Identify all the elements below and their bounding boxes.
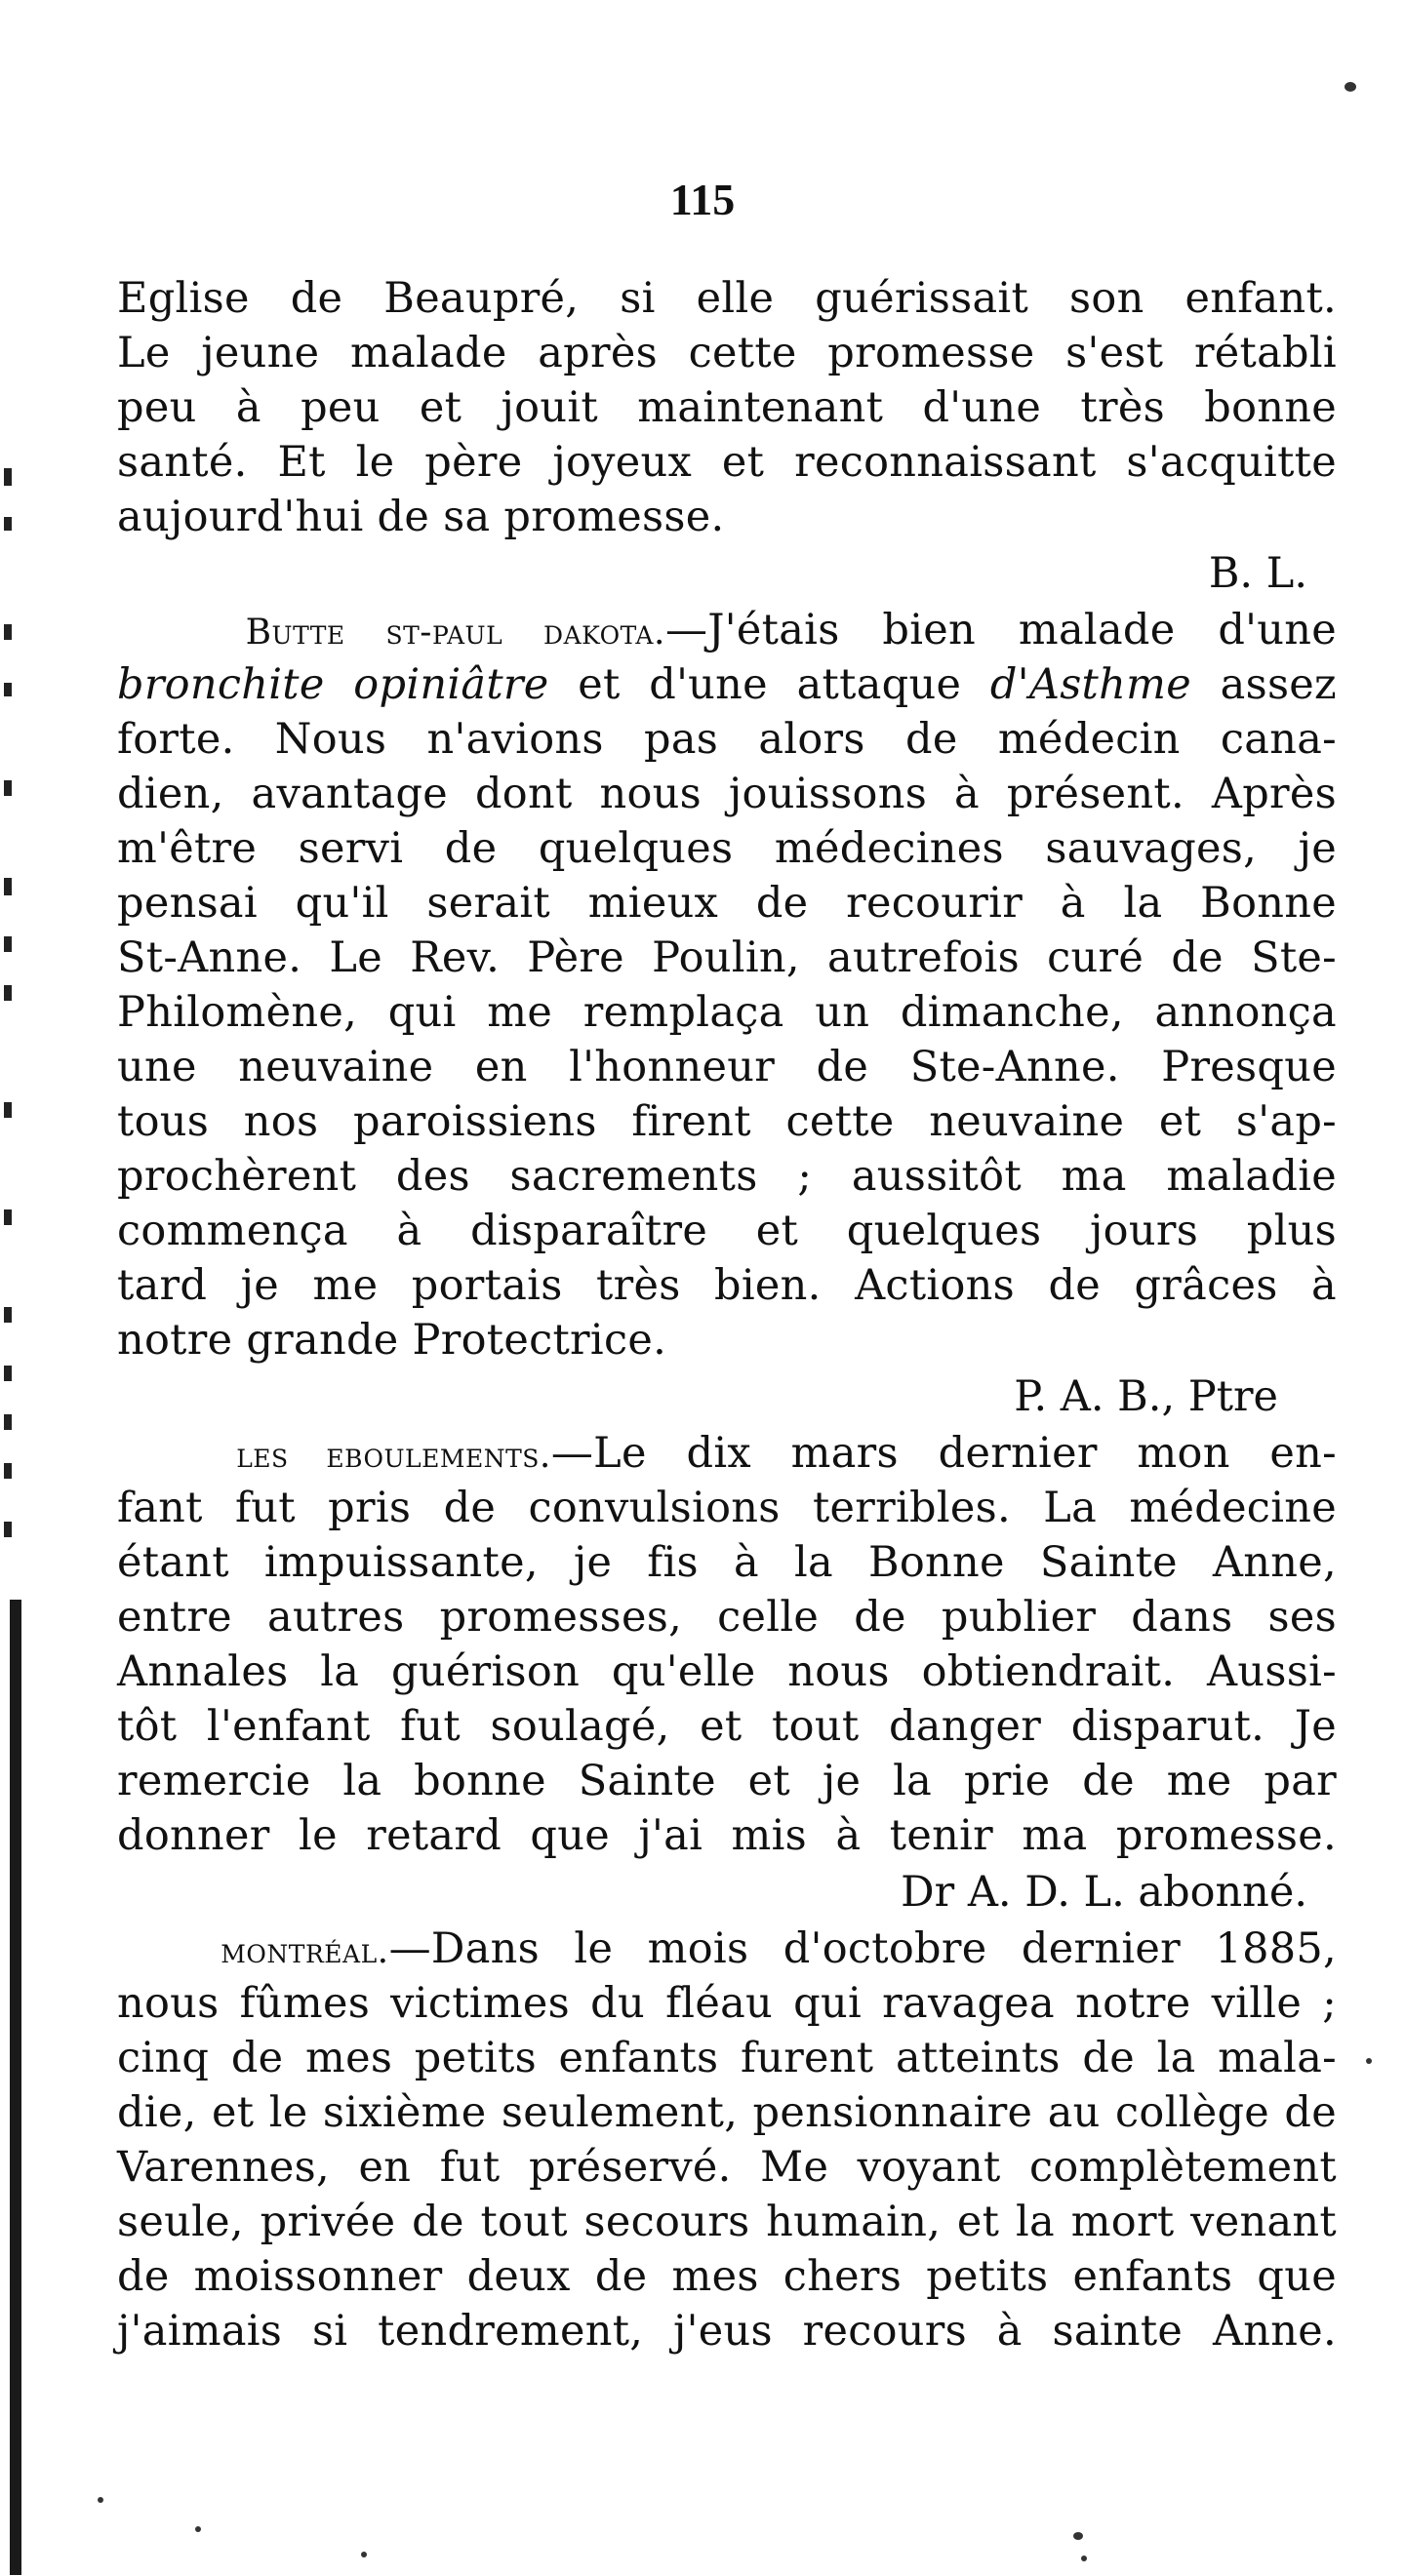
margin-mark (4, 1414, 12, 1430)
text-line: die, et le sixième seulement, pensionnaire au collège de (117, 2088, 1337, 2137)
text-line: Philomène, qui me remplaça un dimanche, annonça (117, 988, 1337, 1037)
text-line: santé. Et le père joyeux et reconnaissant s'acquitte (117, 438, 1337, 487)
text-line: aujourd'hui de sa promesse. (117, 493, 725, 541)
text-line: remercie la bonne Sainte et je la prie de me par (117, 1757, 1337, 1805)
page-number: 115 (669, 175, 736, 224)
text-line: St-Anne. Le Rev. Père Poulin, autrefois curé de Ste- (117, 933, 1337, 982)
text-line: tard je me portais très bien. Actions de grâces à (117, 1261, 1337, 1310)
margin-mark (4, 878, 12, 895)
text-run: assez (1190, 660, 1338, 709)
signature: P. A. B., Ptre (1014, 1372, 1278, 1421)
text-line: Eglise de Beaupré, si elle guérissait son enfant. (117, 274, 1337, 323)
margin-mark (4, 1463, 12, 1479)
text-line (117, 1922, 1337, 1976)
testimony-butte (117, 603, 1337, 1426)
entry-heading: Butte st-paul dakota. (245, 613, 665, 653)
entry-heading: montréal. (221, 1931, 389, 1971)
testimony-montreal (117, 1922, 1337, 2358)
text-line: forte. Nous n'avions pas alors de médecin cana- (117, 715, 1337, 764)
text-line: fant fut pris de convulsions terribles. La médecine (117, 1484, 1337, 1532)
text-line: dien, avantage dont nous jouissons à présent. Après (117, 770, 1337, 818)
margin-mark (4, 1102, 12, 1118)
text-line (117, 657, 1337, 712)
text-line: pensai qu'il serait mieux de recourir à la Bonne (117, 879, 1337, 928)
margin-mark (4, 936, 12, 952)
print-speck (195, 2526, 201, 2532)
text-line: prochèrent des sacrements ; aussitôt ma maladie (117, 1152, 1337, 1201)
text-line: une neuvaine en l'honneur de Ste-Anne. Presque (117, 1043, 1337, 1091)
margin-mark (4, 624, 12, 640)
margin-mark (4, 1307, 12, 1323)
text-run: —Le dix mars dernier mon en- (550, 1429, 1337, 1478)
text-line: étant impuissante, je fis à la Bonne Sainte Anne, (117, 1538, 1337, 1587)
print-speck (1081, 2556, 1087, 2561)
text-line (117, 603, 1337, 657)
text-line: Varennes, en fut préservé. Me voyant complètement (117, 2143, 1337, 2192)
text-line: seule, privée de tout secours humain, et la mort venant (117, 2198, 1337, 2246)
text-line: entre autres promesses, celle de publier dans ses (117, 1593, 1337, 1642)
text-line: Le jeune malade après cette promesse s'est rétabli (117, 329, 1337, 377)
text-run: —J'étais bien malade d'une (664, 606, 1338, 654)
facing-page-margin (0, 0, 23, 2576)
text-line: peu à peu et jouit maintenant d'une très bonne (117, 383, 1337, 432)
text-line: cinq de mes petits enfants furent atteints de la mala- (117, 2034, 1337, 2082)
margin-mark (4, 985, 12, 1001)
text-line (117, 1426, 1337, 1481)
intro-paragraph (117, 271, 1337, 603)
text-line: tous nos paroissiens firent cette neuvaine et s'ap- (117, 1097, 1337, 1146)
margin-mark (4, 1366, 12, 1381)
margin-mark (4, 468, 12, 486)
text-line: nous fûmes victimes du fléau qui ravagea notre ville ; (117, 1979, 1337, 2028)
text-run: —Dans le mois d'octobre dernier 1885, (388, 1924, 1338, 1973)
print-speck (361, 2552, 367, 2557)
italic-run: d'Asthme (989, 660, 1191, 709)
page-text (117, 271, 1337, 2358)
margin-mark (4, 780, 12, 796)
text-line: donner le retard que j'ai mis à tenir ma promesse. (117, 1811, 1337, 1860)
margin-mark (4, 1522, 12, 1537)
print-speck (1345, 82, 1356, 92)
print-speck (98, 2497, 103, 2503)
margin-mark (4, 1209, 12, 1225)
binding-shadow (10, 1600, 21, 2575)
testimony-eboulements (117, 1426, 1337, 1922)
text-line: Annales la guérison qu'elle nous obtiendrait. Aussi- (117, 1647, 1337, 1696)
text-run: et d'une attaque (548, 660, 990, 709)
signature: B. L. (1208, 549, 1307, 598)
text-line: commença à disparaître et quelques jours plus (117, 1207, 1337, 1255)
entry-heading: les eboulements. (236, 1436, 551, 1476)
signature: Dr A. D. L. abonné. (901, 1868, 1307, 1917)
margin-mark (4, 517, 12, 531)
text-line: j'aimais si tendrement, j'eus recours à sainte Anne. (117, 2307, 1337, 2356)
text-line: de moissonner deux de mes chers petits enfants que (117, 2252, 1337, 2301)
italic-run: bronchite opiniâtre (117, 660, 549, 709)
text-line: tôt l'enfant fut soulagé, et tout danger disparut. Je (117, 1702, 1337, 1751)
text-line: notre grande Protectrice. (117, 1316, 667, 1365)
text-line: m'être servi de quelques médecines sauvages, je (117, 824, 1337, 873)
print-speck (1073, 2532, 1083, 2540)
margin-mark (4, 683, 12, 696)
print-speck (1366, 2058, 1372, 2064)
